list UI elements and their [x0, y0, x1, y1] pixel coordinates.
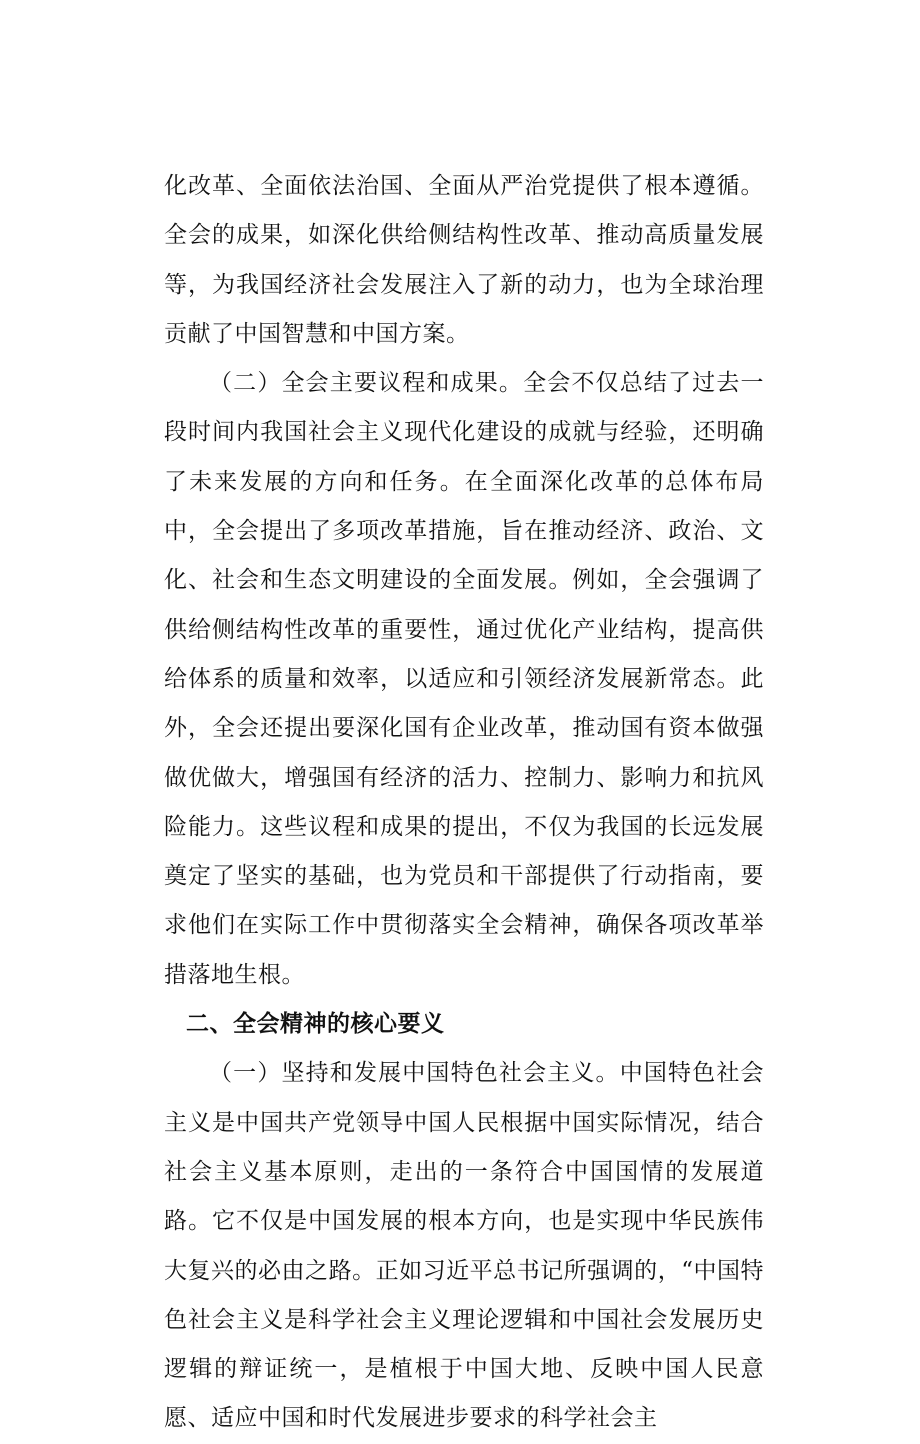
paragraph-agenda-and-outcomes: （二）全会主要议程和成果。全会不仅总结了过去一段时间内我国社会主义现代化建设的成就与经验，还明确了未来发展的方向和任务。在全面深化改革的总体布局中，全会提出了多项改革措施，旨在推动经济、政治、文化、社会和生态文明建设的全面发展。例如，全会强调了供给侧结构性改革的重要性，通过优化产业结构，提高供给体系的质量和效率，以适应和引领经济发展新常态。此外，全会还提出要深化国有企业改革，推动国有资本做强做优做大，增强国有经济的活力、控制力、影响力和抗风险能力。这些议程和成果的提出，不仅为我国的长远发展奠定了坚实的基础，也为党员和干部提供了行动指南，要求他们在实际工作中贯彻落实全会精神，确保各项改革举措落地生根。	[164, 370, 764, 988]
section-heading: 二、全会精神的核心要义	[186, 1011, 445, 1038]
paragraph-continued: 化改革、全面依法治国、全面从严治党提供了根本遵循。全会的成果，如深化供给侧结构性改革、推动高质量发展等，为我国经济社会发展注入了新的动力，也为全球治理贡献了中国智慧和中国方案。	[164, 173, 764, 347]
paragraph-socialism-with-chinese-characteristics: （一）坚持和发展中国特色社会主义。中国特色社会主义是中国共产党领导中国人民根据中国实际情况，结合社会主义基本原则，走出的一条符合中国国情的发展道路。它不仅是中国发展的根本方向，也是实现中华民族伟大复兴的必由之路。正如习近平总书记所强调的，“中国特色社会主义是科学社会主义理论逻辑和中国社会发展历史逻辑的辩证统一，是植根于中国大地、反映中国人民意愿、适应中国和时代发展进步要求的科学社会主	[164, 1060, 764, 1432]
document-body	[164, 162, 764, 1444]
